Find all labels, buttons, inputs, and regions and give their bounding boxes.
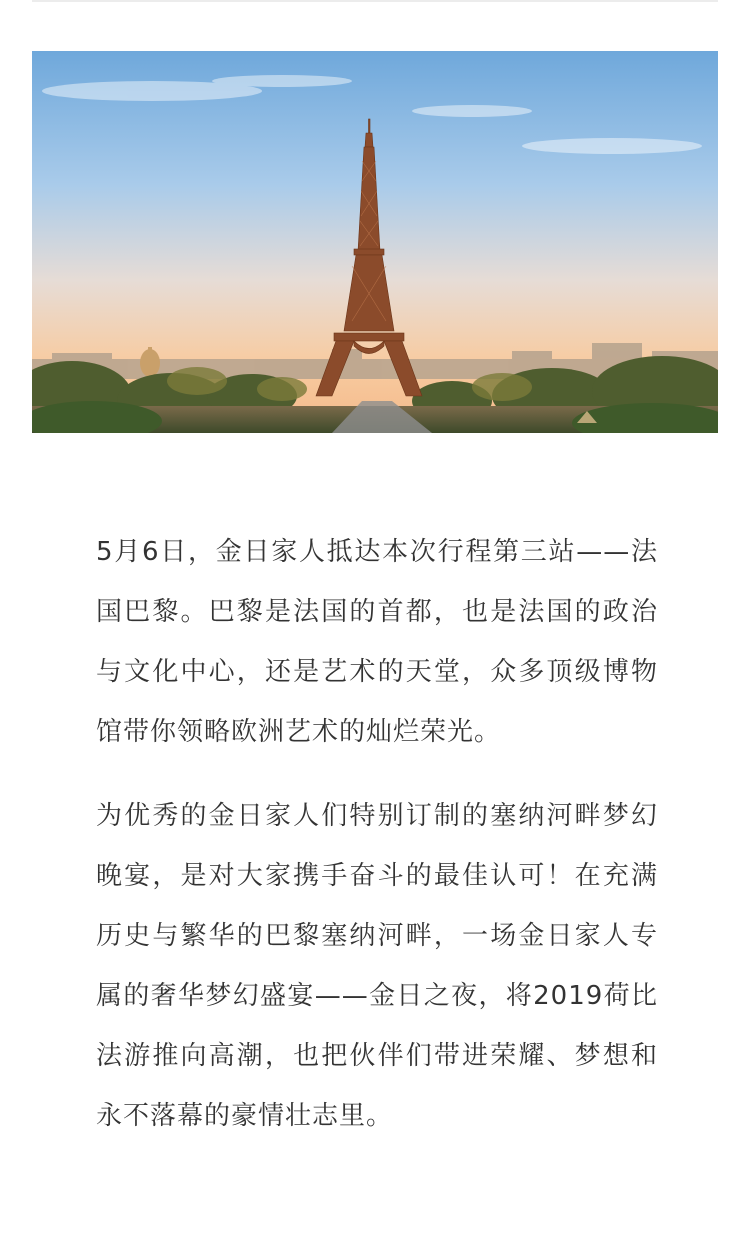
article-body [96, 522, 658, 1170]
paragraph-paris-intro: 5月6日，金日家人抵达本次行程第三站——法国巴黎。巴黎是法国的首都，也是法国的政治与文化中心，还是艺术的天堂，众多顶级博物馆带你领略欧洲艺术的灿烂荣光。 [96, 537, 658, 747]
paragraph-seine-gala: 为优秀的金日家人们特别订制的塞纳河畔梦幻晚宴，是对大家携手奋斗的最佳认可！在充满历史与繁华的巴黎塞纳河畔，一场金日家人专属的奢华梦幻盛宴——金日之夜，将2019荷比法游推向高潮，也把伙伴们带进荣耀、梦想和永不落幕的豪情壮志里。 [96, 801, 658, 1131]
eiffel-tower-photo [32, 51, 718, 433]
top-divider [32, 0, 718, 2]
